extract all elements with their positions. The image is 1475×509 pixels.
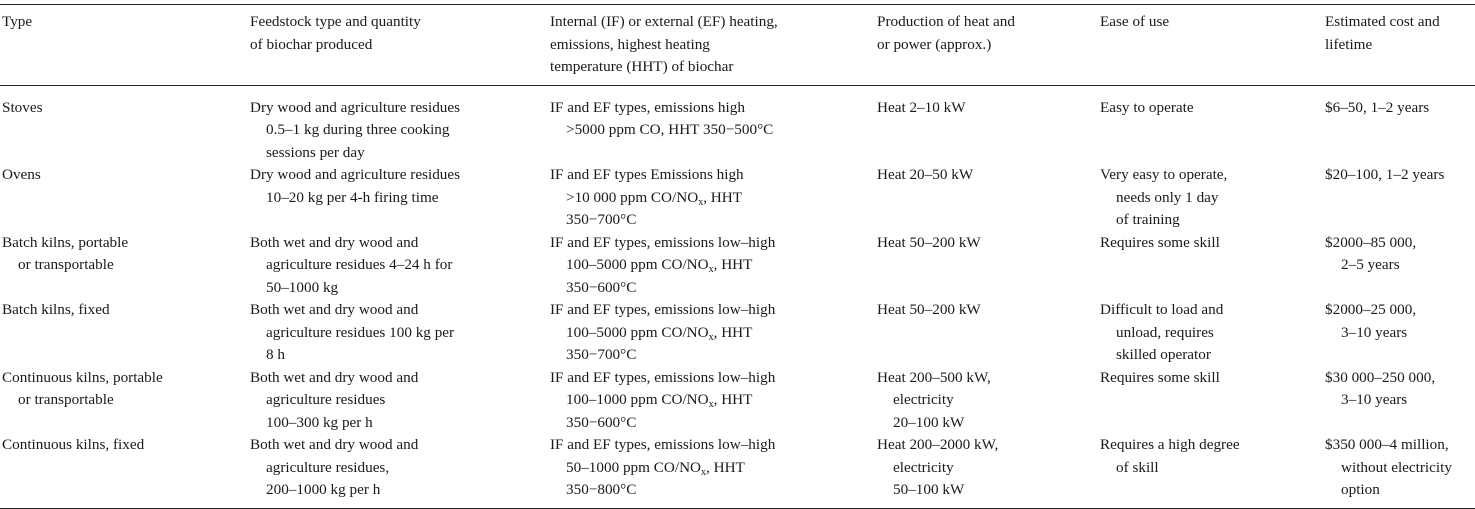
cell-line: 100–1000 ppm $CO/NO_x$, HHT bbox=[566, 391, 753, 410]
cell-line: option bbox=[1341, 481, 1380, 498]
cell-line: IF and EF types Emissions high bbox=[550, 166, 744, 183]
cell-line: Difficult to load and bbox=[1100, 301, 1224, 318]
cell-line: Requires some skill bbox=[1100, 233, 1220, 251]
cell-line: Very easy to operate, bbox=[1100, 166, 1228, 183]
cell-feedstock bbox=[248, 367, 548, 435]
cell-line: agriculture residues bbox=[266, 391, 386, 408]
cell-line: Dry wood and agriculture residues bbox=[250, 98, 461, 116]
cell-line: Estimated cost and bbox=[1325, 13, 1440, 30]
cell-type bbox=[0, 434, 248, 508]
cell-line: lifetime bbox=[1325, 35, 1373, 53]
cell-line: IF and EF types, emissions high bbox=[550, 98, 745, 116]
cell-line: IF and EF types, emissions low–high bbox=[550, 436, 776, 453]
cell-line: of skill bbox=[1116, 458, 1159, 476]
cell-line: 8 h bbox=[266, 346, 285, 363]
cell-line: electricity bbox=[893, 391, 954, 408]
header-row bbox=[0, 5, 1475, 85]
cell-line: Feedstock type and quantity bbox=[250, 13, 421, 30]
cell-line: 20–100 kW bbox=[893, 413, 965, 431]
cell-line: or transportable bbox=[18, 391, 114, 408]
cell-cost bbox=[1323, 164, 1475, 232]
cell-line: 350−800°C bbox=[566, 481, 637, 498]
cell-line: Heat 20–50 kW bbox=[877, 166, 974, 183]
cell-line: 3–10 years bbox=[1341, 323, 1408, 341]
cell-line: 100–5000 ppm $CO/NO_x$, HHT bbox=[566, 256, 753, 275]
cell-line: Both wet and dry wood and bbox=[250, 301, 419, 318]
cell-cost bbox=[1323, 434, 1475, 508]
cell-heating bbox=[548, 299, 875, 367]
cell-line: $30 000–250 000, bbox=[1325, 368, 1436, 386]
cell-line: 2–5 years bbox=[1341, 256, 1400, 273]
cell-line: Stoves bbox=[2, 98, 43, 116]
cell-line: 50–1000 ppm $CO/NO_x$, HHT bbox=[566, 458, 745, 478]
table-row bbox=[0, 164, 1475, 232]
cell-line: 50–100 kW bbox=[893, 481, 965, 498]
cell-line: Requires some skill bbox=[1100, 368, 1220, 386]
cell-line: >10 000 ppm $CO/NO_x$, HHT bbox=[566, 188, 742, 208]
cell-line: 10–20 kg per 4-h firing time bbox=[266, 188, 439, 206]
cell-line: $2000–85 000, bbox=[1325, 233, 1417, 251]
cell-heating bbox=[548, 232, 875, 300]
cell-line: Continuous kilns, fixed bbox=[2, 436, 145, 453]
cell-line: emissions, highest heating bbox=[550, 35, 710, 53]
cell-line: needs only 1 day bbox=[1116, 188, 1219, 206]
cell-line: Heat 200–500 kW, bbox=[877, 368, 991, 386]
cell-line: 350−600°C bbox=[566, 413, 637, 431]
cell-type bbox=[0, 164, 248, 232]
cell-line: 100–300 kg per h bbox=[266, 413, 373, 431]
cell-line: $20–100, 1–2 years bbox=[1325, 166, 1445, 183]
cell-line: or transportable bbox=[18, 256, 114, 273]
cell-line: agriculture residues 4–24 h for bbox=[266, 256, 453, 273]
cell-type bbox=[0, 299, 248, 367]
cell-line: 50–1000 kg bbox=[266, 278, 339, 296]
cell-line: Type bbox=[2, 13, 33, 30]
cell-cost bbox=[1323, 85, 1475, 164]
cell-line: Both wet and dry wood and bbox=[250, 368, 419, 386]
table-row bbox=[0, 85, 1475, 164]
cell-line: 3–10 years bbox=[1341, 391, 1408, 408]
cell-cost bbox=[1323, 299, 1475, 367]
cell-production bbox=[875, 85, 1098, 164]
cell-line: >5000 ppm CO, HHT 350−500°C bbox=[566, 121, 774, 138]
cell-line: $6–50, 1–2 years bbox=[1325, 98, 1430, 116]
cell-line: $350 000–4 million, bbox=[1325, 436, 1449, 453]
biochar-production-table bbox=[0, 5, 1475, 508]
cell-feedstock bbox=[248, 434, 548, 508]
cell-line: Internal (IF) or external (EF) heating, bbox=[550, 13, 778, 30]
header-type bbox=[0, 5, 248, 85]
cell-production bbox=[875, 367, 1098, 435]
cell-production bbox=[875, 299, 1098, 367]
cell-line: Batch kilns, fixed bbox=[2, 301, 110, 318]
cell-type bbox=[0, 85, 248, 164]
cell-line: Both wet and dry wood and bbox=[250, 233, 419, 251]
cell-production bbox=[875, 164, 1098, 232]
cell-line: Batch kilns, portable bbox=[2, 233, 129, 251]
cell-feedstock bbox=[248, 299, 548, 367]
cell-line: Heat 2–10 kW bbox=[877, 98, 966, 116]
cell-line: IF and EF types, emissions low–high bbox=[550, 301, 776, 318]
table-row bbox=[0, 434, 1475, 508]
cell-line: 350−700°C bbox=[566, 211, 637, 228]
cell-line: electricity bbox=[893, 458, 954, 476]
cell-feedstock bbox=[248, 232, 548, 300]
cell-line: of training bbox=[1116, 211, 1180, 228]
header-cost bbox=[1323, 5, 1475, 85]
cell-line: skilled operator bbox=[1116, 346, 1211, 363]
cell-ease bbox=[1098, 299, 1323, 367]
cell-line: temperature (HHT) of biochar bbox=[550, 58, 734, 75]
cell-heating bbox=[548, 164, 875, 232]
table-row bbox=[0, 232, 1475, 300]
cell-line: 200–1000 kg per h bbox=[266, 481, 381, 498]
cell-heating bbox=[548, 434, 875, 508]
cell-line: Heat 50–200 kW bbox=[877, 301, 981, 318]
cell-ease bbox=[1098, 367, 1323, 435]
cell-feedstock bbox=[248, 164, 548, 232]
cell-heating bbox=[548, 367, 875, 435]
header-feedstock bbox=[248, 5, 548, 85]
table-row bbox=[0, 299, 1475, 367]
cell-line: Heat 50–200 kW bbox=[877, 233, 981, 251]
cell-line: Dry wood and agriculture residues bbox=[250, 166, 461, 183]
cell-line: 350−600°C bbox=[566, 278, 637, 296]
cell-cost bbox=[1323, 232, 1475, 300]
cell-feedstock bbox=[248, 85, 548, 164]
cell-line: IF and EF types, emissions low–high bbox=[550, 368, 776, 386]
cell-ease bbox=[1098, 85, 1323, 164]
cell-line: Production of heat and bbox=[877, 13, 1015, 30]
cell-line: IF and EF types, emissions low–high bbox=[550, 233, 776, 251]
cell-line: or power (approx.) bbox=[877, 35, 992, 53]
cell-ease bbox=[1098, 164, 1323, 232]
cell-line: 100–5000 ppm $CO/NO_x$, HHT bbox=[566, 323, 753, 343]
cell-line: $2000–25 000, bbox=[1325, 301, 1417, 318]
cell-line: 350−700°C bbox=[566, 346, 637, 363]
header-production bbox=[875, 5, 1098, 85]
cell-heating bbox=[548, 85, 875, 164]
cell-line: unload, requires bbox=[1116, 323, 1214, 341]
cell-line: Ease of use bbox=[1100, 13, 1170, 30]
cell-line: Ovens bbox=[2, 166, 41, 183]
cell-line: Requires a high degree bbox=[1100, 436, 1240, 453]
cell-line: of biochar produced bbox=[250, 35, 373, 53]
cell-ease bbox=[1098, 434, 1323, 508]
cell-line: Both wet and dry wood and bbox=[250, 436, 419, 453]
cell-line: agriculture residues 100 kg per bbox=[266, 323, 455, 341]
cell-line: Heat 200–2000 kW, bbox=[877, 436, 999, 453]
cell-type bbox=[0, 367, 248, 435]
cell-type bbox=[0, 232, 248, 300]
cell-ease bbox=[1098, 232, 1323, 300]
cell-line: sessions per day bbox=[266, 143, 365, 161]
header-heating bbox=[548, 5, 875, 85]
cell-line: Continuous kilns, portable bbox=[2, 368, 163, 386]
header-ease bbox=[1098, 5, 1323, 85]
cell-cost bbox=[1323, 367, 1475, 435]
cell-line: without electricity bbox=[1341, 458, 1452, 476]
cell-line: Easy to operate bbox=[1100, 98, 1194, 116]
cell-line: 0.5–1 kg during three cooking bbox=[266, 121, 450, 138]
table-row bbox=[0, 367, 1475, 435]
cell-line: agriculture residues, bbox=[266, 458, 390, 476]
cell-production bbox=[875, 232, 1098, 300]
cell-production bbox=[875, 434, 1098, 508]
bottom-rule bbox=[0, 508, 1475, 509]
